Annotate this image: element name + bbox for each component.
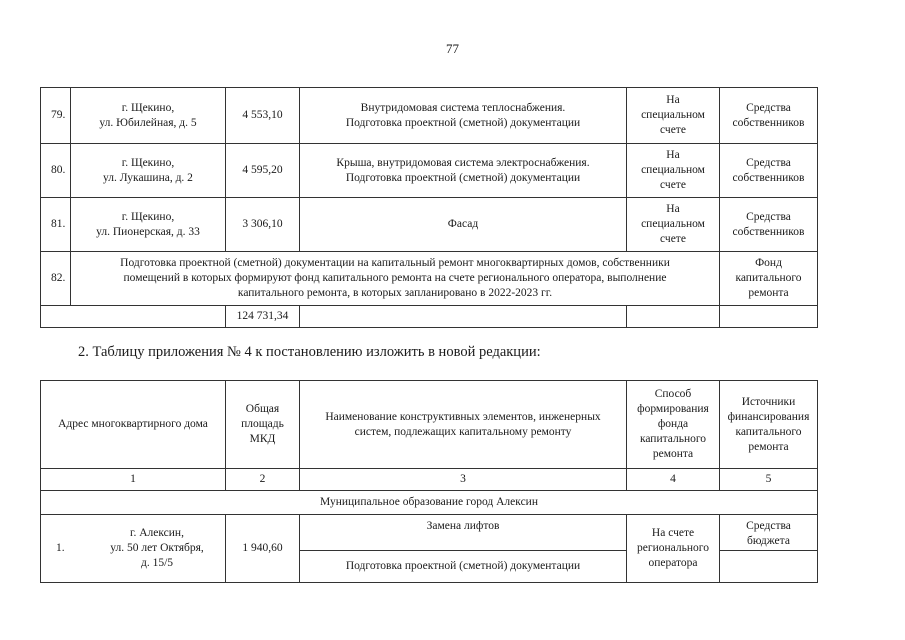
source-cell: Средства собственников	[720, 144, 818, 198]
area-cell: 1 940,60	[226, 515, 300, 583]
section-heading: 2. Таблицу приложения № 4 к постановлению изложить в новой редакции:	[78, 344, 541, 360]
area-cell: 3 306,10	[226, 198, 300, 252]
header-row	[41, 381, 818, 469]
page-number: 77	[446, 41, 459, 56]
empty-cell	[627, 306, 720, 328]
header-area: Общая площадь МКД	[226, 381, 300, 469]
empty-cell	[720, 551, 818, 583]
column-number: 1	[41, 469, 226, 491]
empty-cell	[300, 306, 627, 328]
empty-cell	[41, 306, 226, 328]
address-cell: г. Щекино, ул. Юбилейная, д. 5	[71, 88, 226, 144]
column-number: 2	[226, 469, 300, 491]
method-cell: На специальном счете	[627, 88, 720, 144]
header-source: Источники финансирования капитального ремонта	[720, 381, 818, 469]
column-numbers-row	[41, 469, 818, 491]
row-number: 81.	[41, 198, 71, 252]
row-number: 79.	[41, 88, 71, 144]
total-row	[41, 306, 818, 328]
empty-cell	[720, 306, 818, 328]
work-description-cell: Подготовка проектной (сметной) документации на капитальный ремонт многоквартирных домов, собственники помещений в которых формируют фонд капитального ремонта на счете регионального оператора, выполнение капитального ремонта, в которых запланировано в 2022-2023 гг.	[71, 252, 720, 306]
work-cell: Фасад	[300, 198, 627, 252]
row-number: 82.	[41, 252, 71, 306]
method-cell: На специальном счете	[627, 198, 720, 252]
row-number: 1.	[56, 542, 65, 554]
total-area-cell: 124 731,34	[226, 306, 300, 328]
column-number: 3	[300, 469, 627, 491]
repair-plan-table-new	[40, 380, 818, 583]
area-cell: 4 553,10	[226, 88, 300, 144]
table-row	[41, 88, 818, 144]
header-method: Способ формирования фонда капитального ремонта	[627, 381, 720, 469]
work-cell: Внутридомовая система теплоснабжения. Подготовка проектной (сметной) документации	[300, 88, 627, 144]
repair-plan-table-continued	[40, 87, 818, 328]
work-cell: Подготовка проектной (сметной) документации	[300, 551, 627, 583]
area-cell: 4 595,20	[226, 144, 300, 198]
row-number: 80.	[41, 144, 71, 198]
table-row	[41, 252, 818, 306]
header-elements: Наименование конструктивных элементов, инженерных систем, подлежащих капитальному ремонту	[300, 381, 627, 469]
column-number: 4	[627, 469, 720, 491]
address-cell: г. Щекино, ул. Лукашина, д. 2	[71, 144, 226, 198]
address-cell: г. Щекино, ул. Пионерская, д. 33	[71, 198, 226, 252]
header-address: Адрес многоквартирного дома	[41, 381, 226, 469]
municipality-row	[41, 491, 818, 515]
column-number: 5	[720, 469, 818, 491]
method-cell: На специальном счете	[627, 144, 720, 198]
address-cell	[41, 515, 226, 583]
table-row	[41, 515, 818, 551]
source-cell: Средства бюджета	[720, 515, 818, 551]
method-cell: На счете регионального оператора	[627, 515, 720, 583]
table-row	[41, 144, 818, 198]
source-cell: Средства собственников	[720, 88, 818, 144]
work-cell: Замена лифтов	[300, 515, 627, 551]
source-cell: Средства собственников	[720, 198, 818, 252]
municipality-name: Муниципальное образование город Алексин	[41, 491, 818, 515]
work-cell: Крыша, внутридомовая система электроснабжения. Подготовка проектной (сметной) документации	[300, 144, 627, 198]
address-text: г. Алексин, ул. 50 лет Октября, д. 15/5	[110, 527, 204, 569]
table-row	[41, 198, 818, 252]
source-cell: Фонд капитального ремонта	[720, 252, 818, 306]
